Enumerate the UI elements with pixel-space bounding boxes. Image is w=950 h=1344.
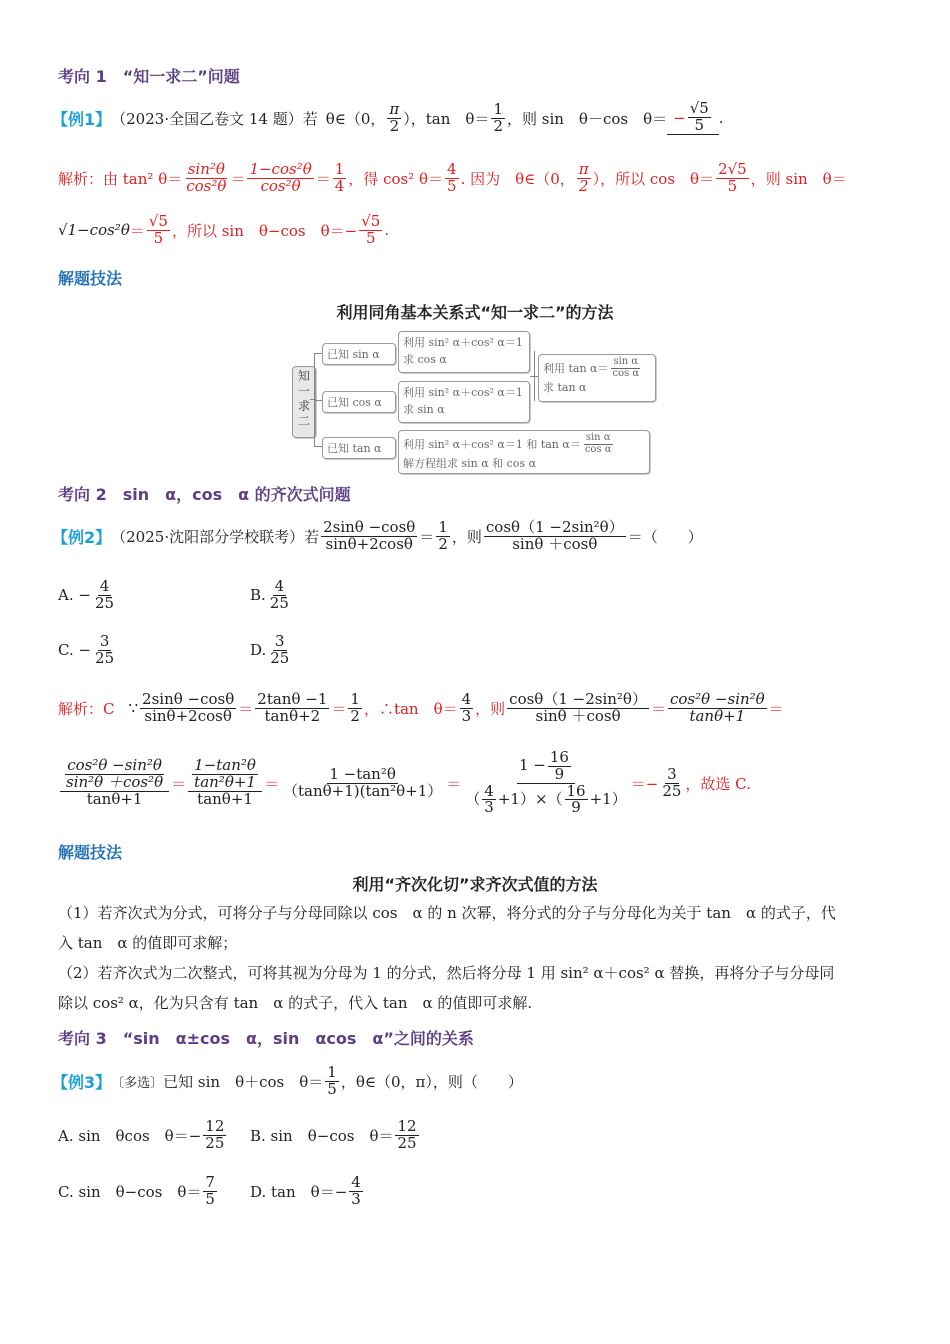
diagram-branch-cos: 已知 cos α <box>322 391 396 413</box>
solution-2-line-1: 解析：C ∵ $\frac{2\sin\theta -\cos\theta}{\sin\theta+2\cos\theta}$ ＝ $\frac{2\tan\theta -1}{\tan\theta+2}$ ＝ $\frac{1}{2}$ ，∴tan θ＝ $\frac{4}{3}$ ，则 $\frac{\text{cosθ（1 −2sin²θ）}}{\sin\theta +\cos\theta}$ ＝ $\frac{\text{cos²θ −sin²θ}}{\tan\theta+1}$ ＝ <box>58 689 784 725</box>
skill-heading-1: 解题技法 <box>58 269 123 288</box>
solution-label: 解析：C <box>58 699 115 718</box>
fraction: $\frac{\pi}{2}$ <box>389 99 400 135</box>
example-label: 【例1】 <box>52 109 112 129</box>
option-b[interactable]: B. $\frac{4}{25}$ <box>250 576 289 612</box>
method-title-2: 利用“齐次化切”求齐次式值的方法 <box>352 875 598 894</box>
example-1: 【例1】 （2023·全国乙卷文 14 题）若 θ∈（0， $\frac{\pi}{2}$ ），tan θ＝ $\frac{1}{2}$ ，则 sin θ－cos θ＝ − $\frac{√5}{5}$ . <box>52 99 724 135</box>
theta-range: θ∈（0， <box>325 109 386 128</box>
diagram-step-cos: 利用 sin² α＋cos² α＝1 求 sin α <box>398 381 530 423</box>
example-label: 【例2】 <box>52 527 112 547</box>
fraction: $\frac{1}{2}$ <box>493 99 503 135</box>
solution-1-line-1: 解析： 由 tan² θ＝ $\frac{\text{sin²θ}}{\text{cos²θ}}$ ＝ $\frac{\text{1−cos²θ}}{\text{cos²θ}}$ ＝ $\frac{1}{4}$ ，得 cos² θ＝ $\frac{4}{5}$ . 因为 θ∈（0， $\frac{\pi}{2}$ ），所以 cos θ＝ $\frac{2√5}{5}$ ，则 sin θ＝ <box>58 159 847 195</box>
answer-blank: − $\frac{√5}{5}$ <box>667 101 719 135</box>
diagram-result: 利用 tan α＝ $\frac{\text{sin α}}{\text{cos α}}$ 求 tan α <box>538 354 656 402</box>
diagram-root: 知一求二 <box>292 366 316 438</box>
option-d[interactable]: D. tan θ＝− $\frac{4}{3}$ <box>250 1172 361 1208</box>
question-text: ，则 sin θ－cos θ＝ <box>506 109 668 128</box>
solution-2-line-2: $\frac{\frac{\text{cos²θ −sin²θ}}{\text{sin²θ ＋cos²θ}}}{\tan\theta+1}$ ＝ $\frac{\frac{\text{1−tan²θ}}{\text{tan²θ+1}}}{\tan\theta+1}$ ＝ $\frac{\text{1 −tan²θ}}{\text{（tanθ+1)(tan²θ+1）}}$ ＝ 1 − $\frac{16}{9}$ （ $\frac{4}{3}$ +1）×（ $\frac{16}{9}$ +1） ＝− $\frac{3}{25}$ ，故选 C. <box>58 740 751 826</box>
section-heading-2: 考向 2 sin α，cos α 的齐次式问题 <box>58 485 351 504</box>
solution-1-line-2: √1−cos²θ ＝ $\frac{√5}{5}$ ，所以 sin θ−cos θ＝− $\frac{√5}{5}$ . <box>58 211 390 247</box>
option-c[interactable]: C. sin θ−cos θ＝ $\frac{7}{5}$ <box>58 1172 215 1208</box>
tan-condition: ），tan θ＝ <box>403 109 490 128</box>
example-source: （2023·全国乙卷文 14 题）若 <box>111 109 318 128</box>
solution-label: 解析： <box>58 169 104 188</box>
method-paragraph-1b: 入 tan α 的值即可求解； <box>58 934 238 952</box>
example-2: 【例2】 （2025·沈阳部分学校联考）若 $\frac{2\sin\theta -\cos\theta}{\sin\theta+2\cos\theta}$ ＝ $\frac{1}{2}$ ，则 $\frac{\text{cosθ（1 −2sin²θ）}}{\sin\theta +\cos\theta}$ ＝（ ） <box>52 517 703 553</box>
method-title-1: 利用同角基本关系式“知一求二”的方法 <box>336 303 614 322</box>
option-a[interactable]: A. − $\frac{4}{25}$ <box>58 576 115 612</box>
diagram-branch-sin: 已知 sin α <box>322 343 396 365</box>
multi-select-tag: 〔多选〕 <box>111 1075 164 1091</box>
section-heading-3: 考向 3 “sin α±cos α，sin αcos α”之间的关系 <box>58 1029 474 1048</box>
example-3: 【例3】 〔多选〕 已知 sin θ＋cos θ＝ $\frac{1}{5}$ ，θ∈（0，π），则（ ） <box>52 1062 523 1098</box>
section-heading-1: 考向 1 “知一求二”问题 <box>58 67 240 86</box>
method-paragraph-1a: （1）若齐次式为分式，可将分子与分母同除以 cos α 的 n 次幂，将分式的分子与分母化为关于 tan α 的式子，代 <box>58 904 836 922</box>
option-b[interactable]: B. sin θ−cos θ＝ $\frac{12}{25}$ <box>250 1116 417 1152</box>
diagram-step-sin: 利用 sin² α＋cos² α＝1 求 cos α <box>398 331 530 373</box>
option-a[interactable]: A. sin θcos θ＝− $\frac{12}{25}$ <box>58 1116 225 1152</box>
option-c[interactable]: C. − $\frac{3}{25}$ <box>58 631 115 667</box>
skill-heading-2: 解题技法 <box>58 843 123 862</box>
option-d[interactable]: D. $\frac{3}{25}$ <box>250 631 290 667</box>
diagram-step-tan: 利用 sin² α＋cos² α＝1 和 tan α＝ $\frac{\text{sin α}}{\text{cos α}}$ 解方程组求 sin α 和 cos α <box>398 430 650 474</box>
example-label: 【例3】 <box>52 1072 112 1092</box>
method-paragraph-2b: 除以 cos² α，化为只含有 tan α 的式子，代入 tan α 的值即可求解. <box>58 994 533 1012</box>
method-paragraph-2a: （2）若齐次式为二次整式，可将其视为分母为 1 的分式，然后将分母 1 用 sin² α＋cos² α 替换，再将分子与分母同 <box>58 964 835 982</box>
diagram-branch-tan: 已知 tan α <box>322 437 396 459</box>
